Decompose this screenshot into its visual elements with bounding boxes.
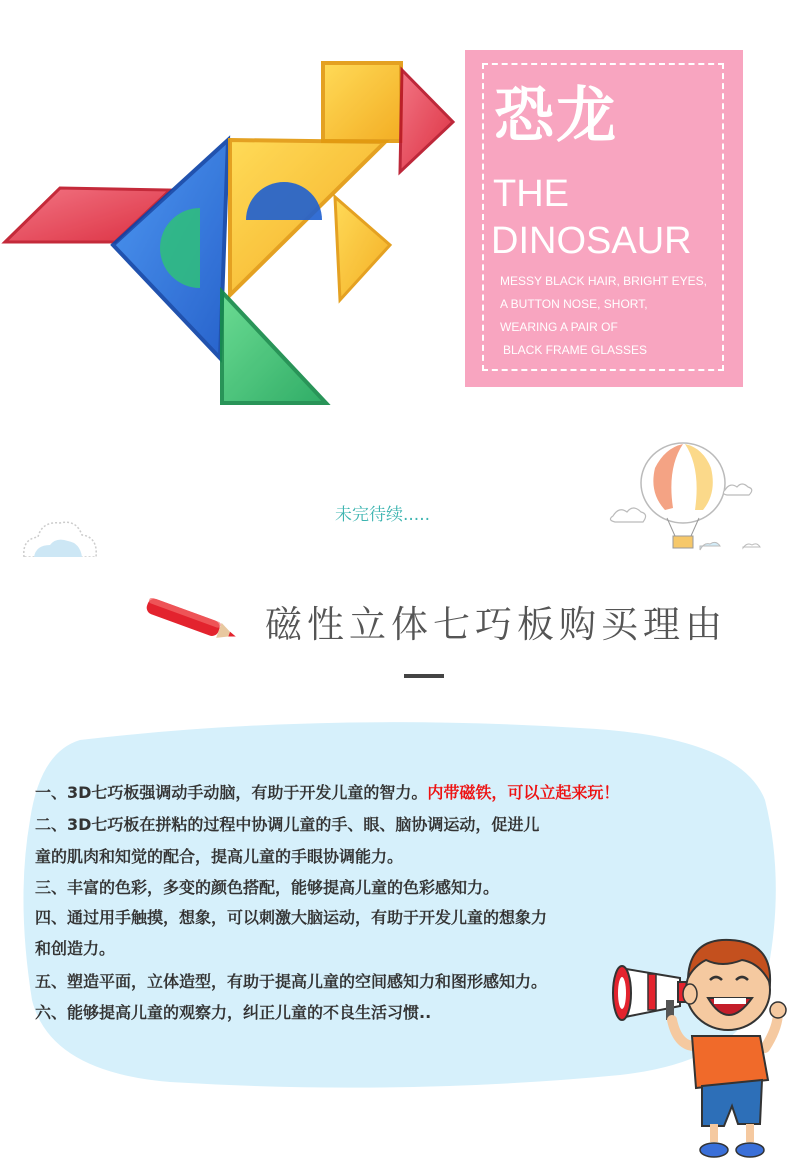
- tangram-dinosaur-image: [0, 55, 470, 415]
- crayon-icon: [138, 598, 242, 646]
- card-title-english-line1: THE: [493, 173, 569, 215]
- megaphone-icon: [613, 966, 694, 1020]
- reason-line-6: 六、能够提高儿童的观察力，纠正儿童的不良生活习惯..: [35, 1003, 432, 1022]
- card-title-english-line2: DINOSAUR: [491, 220, 692, 262]
- card-description-line: BLACK FRAME GLASSES: [503, 343, 648, 357]
- reason-1-text: 一、3D七巧板强调动手动脑，有助于开发儿童的智力。: [35, 783, 428, 802]
- reason-line-1: [35, 785, 619, 801]
- reason-line-2a: 二、3D七巧板在拼粘的过程中协调儿童的手、眼、脑协调运动，促进儿: [35, 815, 540, 834]
- reason-1-highlight: 内带磁铁，可以立起来玩！: [427, 783, 620, 802]
- boy-with-megaphone-illustration: [610, 928, 790, 1161]
- tangram-yellow-square: [323, 63, 401, 141]
- tangram-green-triangle: [222, 292, 326, 403]
- to-be-continued-text: 未完待续.....: [335, 505, 431, 525]
- section-divider: [404, 674, 444, 678]
- hot-air-balloon-illustration: [605, 438, 765, 558]
- reason-line-4a: 四、通过用手触摸，想象，可以刺激大脑运动，有助于开发儿童的想象力: [35, 908, 548, 927]
- card-title-chinese: 恐龙: [494, 81, 618, 151]
- card-description-line: A BUTTON NOSE, SHORT,: [500, 297, 648, 311]
- reason-line-2b: 童的肌肉和知觉的配合，提高儿童的手眼协调能力。: [35, 847, 404, 866]
- card-description-line: MESSY BLACK HAIR, BRIGHT EYES,: [500, 274, 707, 288]
- cloud-decoration: [20, 515, 100, 557]
- tangram-yellow-small-triangle: [335, 197, 390, 300]
- reason-line-4b: 和创造力。: [35, 939, 116, 958]
- section-title: 磁性立体七巧板购买理由: [265, 603, 727, 646]
- card-description-line: WEARING A PAIR OF: [500, 320, 618, 334]
- tangram-red-small-triangle: [400, 70, 453, 172]
- reason-line-3: 三、丰富的色彩，多变的颜色搭配，能够提高儿童的色彩感知力。: [35, 878, 500, 897]
- reason-line-5: 五、塑造平面，立体造型，有助于提高儿童的空间感知力和图形感知力。: [35, 972, 548, 991]
